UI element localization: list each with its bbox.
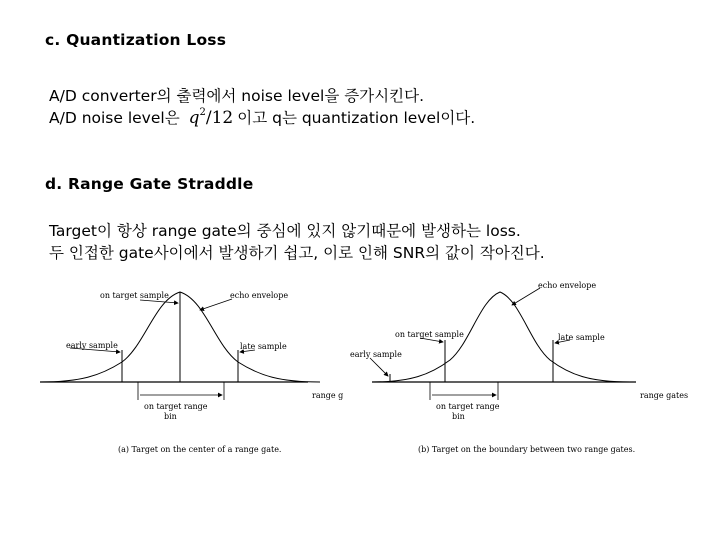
section-d-line-1: Target이 항상 range gate의 중심에 있지 않기때문에 발생하는 loss. — [49, 222, 521, 240]
figure-b-label-on-target: on target sample — [395, 330, 464, 339]
line-2-suffix: 이고 q는 quantization level이다. — [237, 109, 476, 127]
figure-b — [350, 281, 688, 454]
formula-exp: 2 — [199, 107, 206, 118]
figure-b-caption: (b) Target on the boundary between two range gates. — [418, 445, 636, 454]
figure-a-label-on-target: on target sample — [100, 291, 169, 300]
figure-b-label-bin-1: on target range — [436, 402, 500, 411]
figure-a-label-late: late sample — [240, 342, 287, 351]
figure-a-label-early: early sample — [66, 341, 118, 350]
figure-a-pointer-echo — [200, 299, 232, 310]
section-c-heading: c. Quantization Loss — [45, 31, 227, 49]
figure-b-axis-label: range gates — [640, 391, 689, 400]
section-d-line-2: 두 인접한 gate사이에서 발생하기 쉽고, 이로 인해 SNR의 값이 작아진다. — [49, 244, 545, 262]
figure-b-label-early: early sample — [350, 350, 402, 359]
figure-b-label-echo: echo envelope — [538, 281, 597, 290]
figure-a-pointer-on-target — [140, 300, 178, 303]
figure-b-pointer-echo — [512, 288, 540, 305]
figure-a-axis-label: range g — [312, 391, 344, 400]
figure-b-label-bin-2: bin — [452, 412, 465, 421]
section-c-line-1: A/D converter의 출력에서 noise level을 증가시킨다. — [49, 87, 425, 105]
line-2-prefix: A/D noise level은 — [49, 109, 180, 127]
formula-var: q — [188, 108, 200, 128]
figure-a-label-bin-1: on target range — [144, 402, 208, 411]
figure-b-label-late: late sample — [558, 333, 605, 342]
figure-a-label-echo: echo envelope — [230, 291, 289, 300]
figure-a-caption: (a) Target on the center of a range gate. — [118, 445, 282, 454]
section-d-heading: d. Range Gate Straddle — [45, 175, 254, 193]
figure-a — [40, 291, 343, 454]
formula-rest: /12 — [205, 108, 234, 128]
figure-b-pointer-early — [370, 358, 388, 376]
figure-a-label-bin-2: bin — [164, 412, 177, 421]
